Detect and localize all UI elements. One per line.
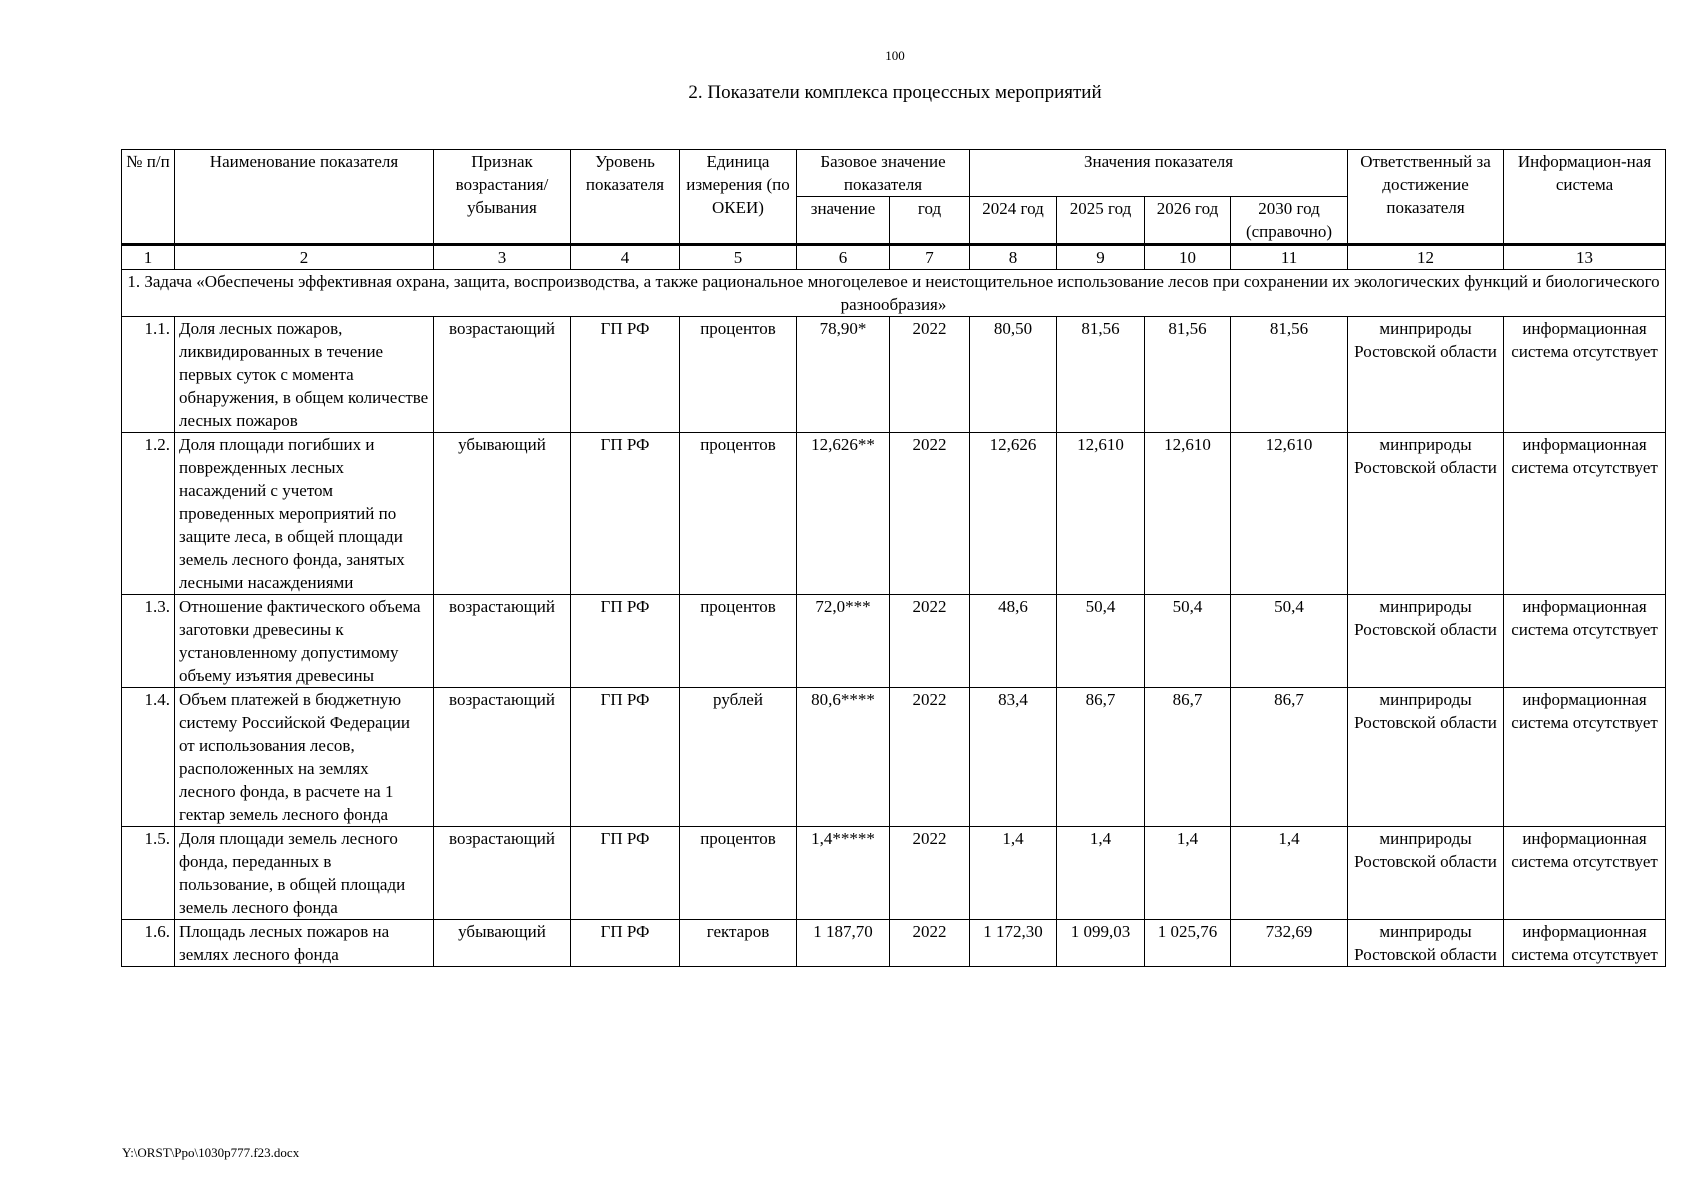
header-row-1 (122, 150, 1666, 197)
responsible: минприроды Ростовской области (1348, 317, 1504, 433)
indicators-table (121, 149, 1666, 967)
indicator-unit: гектаров (680, 920, 797, 967)
header-base-year: год (890, 197, 970, 245)
column-number: 7 (890, 245, 970, 270)
indicator-unit: рублей (680, 688, 797, 827)
indicator-name: Площадь лесных пожаров на землях лесного фонда (175, 920, 434, 967)
page-title: 2. Показатели комплекса процессных мероприятий (688, 82, 1102, 103)
base-value: 12,626** (797, 433, 890, 595)
column-number: 1 (122, 245, 175, 270)
indicator-sign: возрастающий (434, 827, 571, 920)
indicator-sign: возрастающий (434, 317, 571, 433)
indicator-name: Объем платежей в бюджетную систему Российской Федерации от использования лесов, расположенных на землях лесного фонда, в расчете на 1 гектар земель лесного фонда (175, 688, 434, 827)
column-number: 4 (571, 245, 680, 270)
column-number: 10 (1145, 245, 1231, 270)
info-system: информационная система отсутствует (1504, 317, 1666, 433)
indicator-name: Отношение фактического объема заготовки древесины к установленному допустимому объему изъятия древесины (175, 595, 434, 688)
value-2030: 732,69 (1231, 920, 1348, 967)
header-values: Значения показателя (970, 150, 1348, 197)
info-system: информационная система отсутствует (1504, 688, 1666, 827)
value-2026: 50,4 (1145, 595, 1231, 688)
row-num: 1.2. (122, 433, 175, 595)
value-2030: 50,4 (1231, 595, 1348, 688)
indicator-unit: процентов (680, 595, 797, 688)
column-number: 9 (1057, 245, 1145, 270)
row-num: 1.3. (122, 595, 175, 688)
row-num: 1.4. (122, 688, 175, 827)
header-name: Наименование показателя (175, 150, 434, 245)
base-value: 78,90* (797, 317, 890, 433)
header-unit: Единица измерения (по ОКЕИ) (680, 150, 797, 245)
column-number: 2 (175, 245, 434, 270)
indicator-level: ГП РФ (571, 595, 680, 688)
responsible: минприроды Ростовской области (1348, 920, 1504, 967)
table-row (122, 688, 1666, 827)
value-2026: 1 025,76 (1145, 920, 1231, 967)
value-2030: 86,7 (1231, 688, 1348, 827)
indicator-unit: процентов (680, 317, 797, 433)
responsible: минприроды Ростовской области (1348, 688, 1504, 827)
value-2024: 1 172,30 (970, 920, 1057, 967)
row-num: 1.1. (122, 317, 175, 433)
column-number: 6 (797, 245, 890, 270)
base-value: 1,4***** (797, 827, 890, 920)
base-year: 2022 (890, 317, 970, 433)
table-row (122, 433, 1666, 595)
value-2030: 1,4 (1231, 827, 1348, 920)
value-2025: 1 099,03 (1057, 920, 1145, 967)
table-row (122, 827, 1666, 920)
indicator-sign: убывающий (434, 920, 571, 967)
table-row (122, 595, 1666, 688)
header-num: № п/п (122, 150, 175, 245)
base-value: 80,6**** (797, 688, 890, 827)
header-2025: 2025 год (1057, 197, 1145, 245)
indicator-level: ГП РФ (571, 317, 680, 433)
indicator-level: ГП РФ (571, 688, 680, 827)
page-number: 100 (885, 48, 905, 63)
value-2026: 12,610 (1145, 433, 1231, 595)
header-2030: 2030 год (справочно) (1231, 197, 1348, 245)
column-number: 11 (1231, 245, 1348, 270)
file-path: Y:\ORST\Ppo\1030p777.f23.docx (122, 1145, 300, 1160)
indicator-name: Доля площади погибших и поврежденных лесных насаждений с учетом проведенных мероприятий по защите леса, в общей площади земель лесного фонда, занятых лесными насаждениями (175, 433, 434, 595)
info-system: информационная система отсутствует (1504, 827, 1666, 920)
info-system: информационная система отсутствует (1504, 433, 1666, 595)
task-title: 1. Задача «Обеспечены эффективная охрана, защита, воспроизводства, а также рациональное многоцелевое и неистощительное использование лесов при сохранении их экологических функций и биологического разнообразия» (122, 270, 1666, 317)
header-responsible: Ответственный за достижение показателя (1348, 150, 1504, 245)
value-2024: 80,50 (970, 317, 1057, 433)
task-row (122, 270, 1666, 317)
indicator-unit: процентов (680, 433, 797, 595)
value-2025: 81,56 (1057, 317, 1145, 433)
value-2025: 50,4 (1057, 595, 1145, 688)
indicator-sign: возрастающий (434, 688, 571, 827)
header-sign: Признак возрастания/ убывания (434, 150, 571, 245)
column-number: 8 (970, 245, 1057, 270)
value-2024: 83,4 (970, 688, 1057, 827)
header-info: Информацион-ная система (1504, 150, 1666, 245)
value-2030: 81,56 (1231, 317, 1348, 433)
header-level: Уровень показателя (571, 150, 680, 245)
indicator-sign: возрастающий (434, 595, 571, 688)
indicator-name: Доля лесных пожаров, ликвидированных в течение первых суток с момента обнаружения, в общем количестве лесных пожаров (175, 317, 434, 433)
value-2024: 48,6 (970, 595, 1057, 688)
responsible: минприроды Ростовской области (1348, 827, 1504, 920)
value-2024: 12,626 (970, 433, 1057, 595)
table-row (122, 920, 1666, 967)
base-value: 1 187,70 (797, 920, 890, 967)
value-2026: 81,56 (1145, 317, 1231, 433)
indicator-unit: процентов (680, 827, 797, 920)
column-number: 5 (680, 245, 797, 270)
indicator-level: ГП РФ (571, 433, 680, 595)
value-2025: 12,610 (1057, 433, 1145, 595)
value-2026: 86,7 (1145, 688, 1231, 827)
base-year: 2022 (890, 920, 970, 967)
base-year: 2022 (890, 595, 970, 688)
table-row (122, 317, 1666, 433)
value-2024: 1,4 (970, 827, 1057, 920)
info-system: информационная система отсутствует (1504, 595, 1666, 688)
column-number: 13 (1504, 245, 1666, 270)
column-numbers-row (122, 245, 1666, 270)
indicator-sign: убывающий (434, 433, 571, 595)
header-base-value: значение (797, 197, 890, 245)
header-2026: 2026 год (1145, 197, 1231, 245)
row-num: 1.6. (122, 920, 175, 967)
indicator-level: ГП РФ (571, 920, 680, 967)
base-value: 72,0*** (797, 595, 890, 688)
base-year: 2022 (890, 433, 970, 595)
responsible: минприроды Ростовской области (1348, 433, 1504, 595)
indicator-level: ГП РФ (571, 827, 680, 920)
header-base: Базовое значение показателя (797, 150, 970, 197)
indicator-name: Доля площади земель лесного фонда, переданных в пользование, в общей площади земель лесного фонда (175, 827, 434, 920)
value-2025: 86,7 (1057, 688, 1145, 827)
info-system: информационная система отсутствует (1504, 920, 1666, 967)
value-2025: 1,4 (1057, 827, 1145, 920)
value-2026: 1,4 (1145, 827, 1231, 920)
row-num: 1.5. (122, 827, 175, 920)
column-number: 3 (434, 245, 571, 270)
value-2030: 12,610 (1231, 433, 1348, 595)
column-number: 12 (1348, 245, 1504, 270)
header-2024: 2024 год (970, 197, 1057, 245)
base-year: 2022 (890, 827, 970, 920)
base-year: 2022 (890, 688, 970, 827)
responsible: минприроды Ростовской области (1348, 595, 1504, 688)
